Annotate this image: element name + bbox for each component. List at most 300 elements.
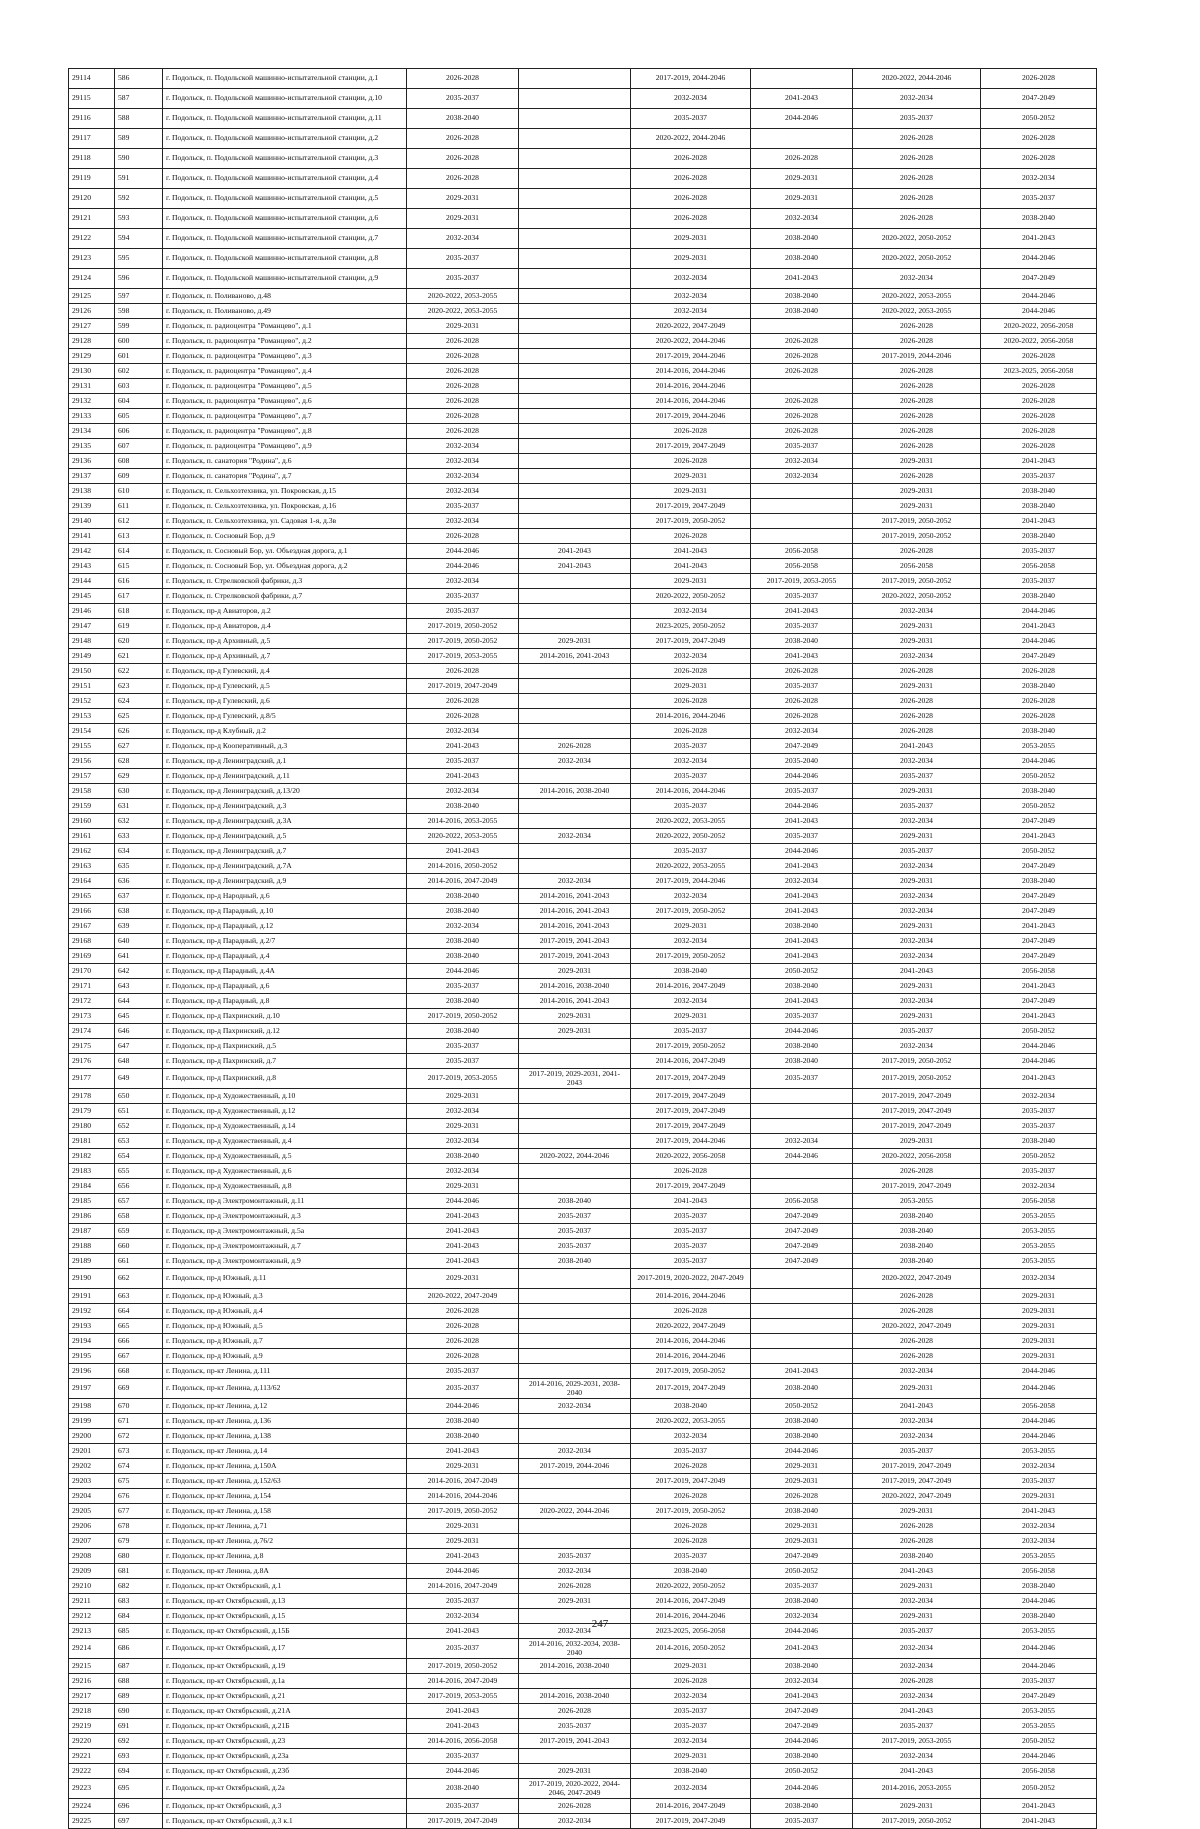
table-cell-address: г. Подольск, п. Подольской машинно-испытательной станции, д.2 — [163, 129, 407, 149]
table-cell-p4: 2032-2034 — [751, 454, 853, 469]
table-cell-p1: 2038-2040 — [407, 994, 519, 1009]
table-cell-address: г. Подольск, пр-д Художественный, д.5 — [163, 1149, 407, 1164]
table-cell-p2: 2035-2037 — [519, 1224, 631, 1239]
table-cell-p4: 2038-2040 — [751, 1594, 853, 1609]
table-cell-p2 — [519, 1489, 631, 1504]
table-cell-p3: 2041-2043 — [631, 544, 751, 559]
table-cell-address: г. Подольск, п. радиоцентра "Романцево", д.1 — [163, 319, 407, 334]
table-cell-p5: 2017-2019, 2047-2049 — [853, 1474, 981, 1489]
table-cell-num: 686 — [115, 1639, 163, 1659]
table-cell-p4: 2044-2046 — [751, 1779, 853, 1799]
table-cell-p2 — [519, 814, 631, 829]
table-cell-p4: 2035-2037 — [751, 1814, 853, 1829]
table-row — [69, 919, 1097, 934]
table-cell-p2 — [519, 514, 631, 529]
table-cell-p6: 2029-2031 — [981, 1349, 1097, 1364]
table-cell-p4: 2050-2052 — [751, 1764, 853, 1779]
table-row — [69, 89, 1097, 109]
table-cell-id: 29207 — [69, 1534, 115, 1549]
table-row — [69, 694, 1097, 709]
table-cell-id: 29165 — [69, 889, 115, 904]
table-cell-address: г. Подольск, пр-д Парадный, д.4 — [163, 949, 407, 964]
table-cell-p4: 2047-2049 — [751, 1719, 853, 1734]
table-cell-address: г. Подольск, п. Сельхозтехника, ул. Садовая 1-я, д.3в — [163, 514, 407, 529]
table-cell-p1: 2035-2037 — [407, 604, 519, 619]
table-row — [69, 1179, 1097, 1194]
table-cell-id: 29159 — [69, 799, 115, 814]
table-cell-p2: 2014-2016, 2041-2043 — [519, 994, 631, 1009]
table-cell-id: 29203 — [69, 1474, 115, 1489]
table-cell-p6: 2035-2037 — [981, 1674, 1097, 1689]
table-cell-p5: 2026-2028 — [853, 189, 981, 209]
table-cell-id: 29151 — [69, 679, 115, 694]
table-cell-p4: 2026-2028 — [751, 394, 853, 409]
table-row — [69, 1414, 1097, 1429]
table-cell-p4 — [751, 1269, 853, 1289]
table-cell-p4: 2047-2049 — [751, 739, 853, 754]
table-cell-p4: 2026-2028 — [751, 364, 853, 379]
table-cell-address: г. Подольск, п. радиоцентра "Романцево", д.3 — [163, 349, 407, 364]
table-cell-p2 — [519, 604, 631, 619]
table-cell-p3: 2026-2028 — [631, 454, 751, 469]
table-cell-p5: 2017-2019, 2050-2052 — [853, 1069, 981, 1089]
table-row — [69, 814, 1097, 829]
table-cell-p4: 2044-2046 — [751, 844, 853, 859]
table-cell-p1: 2032-2034 — [407, 469, 519, 484]
table-cell-address: г. Подольск, п. радиоцентра "Романцево", д.2 — [163, 334, 407, 349]
table-cell-p2: 2014-2016, 2038-2040 — [519, 784, 631, 799]
table-cell-p4: 2035-2037 — [751, 784, 853, 799]
table-cell-p1: 2035-2037 — [407, 1799, 519, 1814]
table-cell-p2 — [519, 149, 631, 169]
table-cell-p5: 2026-2028 — [853, 169, 981, 189]
table-cell-p3: 2017-2019, 2050-2052 — [631, 949, 751, 964]
table-cell-id: 29198 — [69, 1399, 115, 1414]
table-cell-p6: 2047-2049 — [981, 904, 1097, 919]
table-row — [69, 319, 1097, 334]
table-cell-p3: 2035-2037 — [631, 1239, 751, 1254]
table-row — [69, 1489, 1097, 1504]
table-cell-p3: 2017-2019, 2047-2049 — [631, 1069, 751, 1089]
table-cell-p2: 2017-2019, 2029-2031, 2041-2043 — [519, 1069, 631, 1089]
table-cell-p2 — [519, 1269, 631, 1289]
table-cell-p5: 2017-2019, 2047-2049 — [853, 1119, 981, 1134]
table-cell-p1: 2026-2028 — [407, 129, 519, 149]
table-row — [69, 1399, 1097, 1414]
table-cell-id: 29168 — [69, 934, 115, 949]
table-cell-p5: 2056-2058 — [853, 559, 981, 574]
table-cell-p6: 2035-2037 — [981, 189, 1097, 209]
table-cell-p5: 2020-2022, 2047-2049 — [853, 1489, 981, 1504]
table-cell-num: 681 — [115, 1564, 163, 1579]
table-cell-p6: 2053-2055 — [981, 1224, 1097, 1239]
table-cell-p5: 2029-2031 — [853, 499, 981, 514]
table-cell-p1: 2014-2016, 2047-2049 — [407, 1579, 519, 1594]
table-cell-p6: 2035-2037 — [981, 1119, 1097, 1134]
table-cell-p2: 2026-2028 — [519, 1579, 631, 1594]
table-cell-p3: 2026-2028 — [631, 1674, 751, 1689]
table-row — [69, 1119, 1097, 1134]
table-row — [69, 334, 1097, 349]
table-row — [69, 1134, 1097, 1149]
table-cell-p6: 2038-2040 — [981, 484, 1097, 499]
table-cell-p2 — [519, 1134, 631, 1149]
table-cell-p3: 2032-2034 — [631, 994, 751, 1009]
table-cell-p6: 2038-2040 — [981, 1134, 1097, 1149]
table-cell-num: 644 — [115, 994, 163, 1009]
table-cell-id: 29209 — [69, 1564, 115, 1579]
table-cell-id: 29123 — [69, 249, 115, 269]
table-cell-address: г. Подольск, пр-кт Октябрьский, д.21Б — [163, 1719, 407, 1734]
table-cell-num: 608 — [115, 454, 163, 469]
table-cell-p2 — [519, 249, 631, 269]
table-cell-p5: 2035-2037 — [853, 1624, 981, 1639]
table-cell-p2 — [519, 709, 631, 724]
table-cell-address: г. Подольск, п. санатория "Родина", д.7 — [163, 469, 407, 484]
table-cell-p2 — [519, 1414, 631, 1429]
table-cell-p1: 2026-2028 — [407, 664, 519, 679]
table-cell-id: 29184 — [69, 1179, 115, 1194]
table-cell-p4: 2041-2043 — [751, 89, 853, 109]
table-row — [69, 1089, 1097, 1104]
table-cell-address: г. Подольск, п. Подольской машинно-испытательной станции, д.4 — [163, 169, 407, 189]
table-cell-p2 — [519, 1164, 631, 1179]
table-cell-p6: 2026-2028 — [981, 69, 1097, 89]
table-cell-address: г. Подольск, пр-д Южный, д.3 — [163, 1289, 407, 1304]
table-cell-num: 595 — [115, 249, 163, 269]
table-cell-p6: 2047-2049 — [981, 1689, 1097, 1704]
table-cell-id: 29128 — [69, 334, 115, 349]
table-cell-p2 — [519, 1304, 631, 1319]
table-row — [69, 454, 1097, 469]
table-row — [69, 149, 1097, 169]
table-cell-num: 694 — [115, 1764, 163, 1779]
table-cell-p4: 2017-2019, 2053-2055 — [751, 574, 853, 589]
table-row — [69, 1639, 1097, 1659]
table-cell-p6: 2026-2028 — [981, 424, 1097, 439]
table-cell-p3: 2014-2016, 2047-2049 — [631, 1799, 751, 1814]
table-row — [69, 1659, 1097, 1674]
table-cell-p3: 2017-2019, 2047-2049 — [631, 1379, 751, 1399]
table-row — [69, 994, 1097, 1009]
table-cell-p4: 2041-2043 — [751, 1689, 853, 1704]
table-cell-p5: 2029-2031 — [853, 1799, 981, 1814]
table-cell-num: 691 — [115, 1719, 163, 1734]
table-cell-address: г. Подольск, пр-д Гулевский, д.4 — [163, 664, 407, 679]
table-cell-p6: 2050-2052 — [981, 1024, 1097, 1039]
table-cell-p2 — [519, 1674, 631, 1689]
table-cell-p1: 2026-2028 — [407, 709, 519, 724]
table-row — [69, 1239, 1097, 1254]
table-cell-p6: 2047-2049 — [981, 934, 1097, 949]
table-cell-id: 29186 — [69, 1209, 115, 1224]
table-cell-p4: 2032-2034 — [751, 1134, 853, 1149]
table-row — [69, 1039, 1097, 1054]
table-cell-p2 — [519, 269, 631, 289]
table-cell-id: 29158 — [69, 784, 115, 799]
table-cell-p6: 2026-2028 — [981, 394, 1097, 409]
page-number: 247 — [591, 1618, 609, 1630]
table-cell-p6: 2035-2037 — [981, 469, 1097, 484]
table-cell-p2: 2014-2016, 2038-2040 — [519, 1689, 631, 1704]
table-cell-address: г. Подольск, пр-д Ленинградский, д.13/20 — [163, 784, 407, 799]
table-cell-address: г. Подольск, пр-д Парадный, д.12 — [163, 919, 407, 934]
table-cell-p2 — [519, 424, 631, 439]
table-cell-p1: 2041-2043 — [407, 1239, 519, 1254]
table-cell-p3: 2014-2016, 2044-2046 — [631, 364, 751, 379]
table-cell-p4: 2041-2043 — [751, 859, 853, 874]
table-cell-p4: 2038-2040 — [751, 919, 853, 934]
table-cell-num: 665 — [115, 1319, 163, 1334]
table-cell-p4 — [751, 69, 853, 89]
table-cell-id: 29150 — [69, 664, 115, 679]
table-cell-p2 — [519, 859, 631, 874]
table-cell-p5: 2026-2028 — [853, 1349, 981, 1364]
table-cell-p3: 2035-2037 — [631, 1549, 751, 1564]
table-cell-p5: 2032-2034 — [853, 1414, 981, 1429]
table-cell-id: 29171 — [69, 979, 115, 994]
table-cell-p2 — [519, 209, 631, 229]
table-cell-num: 596 — [115, 269, 163, 289]
table-cell-p1: 2041-2043 — [407, 1549, 519, 1564]
table-cell-address: г. Подольск, пр-д Южный, д.9 — [163, 1349, 407, 1364]
table-cell-p4: 2026-2028 — [751, 709, 853, 724]
table-cell-id: 29200 — [69, 1429, 115, 1444]
table-cell-p3: 2026-2028 — [631, 1304, 751, 1319]
table-cell-address: г. Подольск, п. радиоцентра "Романцево", д.7 — [163, 409, 407, 424]
table-cell-address: г. Подольск, пр-кт Ленина, д.158 — [163, 1504, 407, 1519]
table-cell-p5: 2032-2034 — [853, 814, 981, 829]
table-cell-p1: 2029-2031 — [407, 1089, 519, 1104]
table-row — [69, 1444, 1097, 1459]
table-cell-id: 29188 — [69, 1239, 115, 1254]
table-cell-id: 29124 — [69, 269, 115, 289]
table-cell-address: г. Подольск, пр-кт Октябрьский, д.15 — [163, 1609, 407, 1624]
table-cell-p3: 2032-2034 — [631, 1779, 751, 1799]
table-cell-p1: 2041-2043 — [407, 739, 519, 754]
table-cell-p1: 2029-2031 — [407, 1534, 519, 1549]
table-cell-p1: 2041-2043 — [407, 844, 519, 859]
table-row — [69, 1069, 1097, 1089]
table-cell-p5: 2029-2031 — [853, 1009, 981, 1024]
table-cell-p5: 2017-2019, 2050-2052 — [853, 1054, 981, 1069]
table-cell-p6: 2044-2046 — [981, 289, 1097, 304]
table-cell-p1: 2026-2028 — [407, 1304, 519, 1319]
table-cell-address: г. Подольск, п. Подольской машинно-испытательной станции, д.10 — [163, 89, 407, 109]
table-cell-id: 29189 — [69, 1254, 115, 1269]
table-cell-p2 — [519, 1179, 631, 1194]
table-cell-p3: 2035-2037 — [631, 1024, 751, 1039]
table-cell-p1: 2017-2019, 2050-2052 — [407, 619, 519, 634]
table-cell-p5: 2017-2019, 2050-2052 — [853, 529, 981, 544]
table-cell-p5: 2032-2034 — [853, 89, 981, 109]
table-cell-p5: 2017-2019, 2053-2055 — [853, 1734, 981, 1749]
table-cell-num: 656 — [115, 1179, 163, 1194]
table-cell-p3: 2017-2019, 2047-2049 — [631, 439, 751, 454]
table-cell-p1: 2032-2034 — [407, 574, 519, 589]
table-cell-p4 — [751, 499, 853, 514]
table-cell-num: 603 — [115, 379, 163, 394]
table-cell-p5: 2020-2022, 2044-2046 — [853, 69, 981, 89]
table-row — [69, 559, 1097, 574]
table-cell-p4: 2038-2040 — [751, 1054, 853, 1069]
table-cell-p6: 2050-2052 — [981, 1779, 1097, 1799]
table-cell-p5: 2026-2028 — [853, 209, 981, 229]
table-cell-num: 692 — [115, 1734, 163, 1749]
table-cell-p2: 2035-2037 — [519, 1209, 631, 1224]
table-cell-p4 — [751, 1349, 853, 1364]
table-row — [69, 1799, 1097, 1814]
table-cell-num: 629 — [115, 769, 163, 784]
table-cell-p5: 2032-2034 — [853, 604, 981, 619]
table-cell-p5: 2029-2031 — [853, 784, 981, 799]
table-cell-address: г. Подольск, п. Поливаново, д.48 — [163, 289, 407, 304]
table-cell-num: 663 — [115, 1289, 163, 1304]
table-cell-p4: 2035-2037 — [751, 1069, 853, 1089]
table-cell-p4: 2038-2040 — [751, 1414, 853, 1429]
table-cell-num: 654 — [115, 1149, 163, 1164]
table-cell-address: г. Подольск, пр-д Пахринский, д.5 — [163, 1039, 407, 1054]
table-cell-p5: 2017-2019, 2044-2046 — [853, 349, 981, 364]
table-cell-p4: 2026-2028 — [751, 149, 853, 169]
table-cell-id: 29204 — [69, 1489, 115, 1504]
table-row — [69, 679, 1097, 694]
table-cell-p1: 2032-2034 — [407, 454, 519, 469]
table-cell-num: 666 — [115, 1334, 163, 1349]
table-row — [69, 1054, 1097, 1069]
table-cell-p5: 2041-2043 — [853, 1564, 981, 1579]
table-cell-num: 641 — [115, 949, 163, 964]
table-cell-p3: 2020-2022, 2044-2046 — [631, 129, 751, 149]
table-cell-p3: 2032-2034 — [631, 89, 751, 109]
table-cell-p6: 2056-2058 — [981, 964, 1097, 979]
table-cell-address: г. Подольск, пр-д Ленинградский, д.7 — [163, 844, 407, 859]
table-cell-id: 29122 — [69, 229, 115, 249]
table-cell-p3: 2014-2016, 2047-2049 — [631, 979, 751, 994]
table-cell-id: 29134 — [69, 424, 115, 439]
table-cell-p3: 2020-2022, 2050-2052 — [631, 829, 751, 844]
table-cell-num: 678 — [115, 1519, 163, 1534]
table-cell-id: 29222 — [69, 1764, 115, 1779]
table-cell-num: 630 — [115, 784, 163, 799]
table-cell-address: г. Подольск, пр-д Кооперативный, д.3 — [163, 739, 407, 754]
table-cell-address: г. Подольск, пр-кт Ленина, д.8А — [163, 1564, 407, 1579]
table-row — [69, 724, 1097, 739]
table-cell-address: г. Подольск, пр-кт Октябрьский, д.1 — [163, 1579, 407, 1594]
table-cell-num: 651 — [115, 1104, 163, 1119]
table-cell-address: г. Подольск, п. радиоцентра "Романцево", д.9 — [163, 439, 407, 454]
table-cell-p3: 2029-2031 — [631, 249, 751, 269]
table-row — [69, 249, 1097, 269]
table-cell-p3: 2029-2031 — [631, 679, 751, 694]
table-cell-p6: 2050-2052 — [981, 799, 1097, 814]
table-row — [69, 1534, 1097, 1549]
table-cell-p4: 2032-2034 — [751, 874, 853, 889]
table-cell-p6: 2038-2040 — [981, 784, 1097, 799]
table-row — [69, 1719, 1097, 1734]
table-cell-p1: 2044-2046 — [407, 1399, 519, 1414]
table-cell-num: 639 — [115, 919, 163, 934]
table-cell-p3: 2017-2019, 2020-2022, 2047-2049 — [631, 1269, 751, 1289]
table-cell-p3: 2026-2028 — [631, 149, 751, 169]
table-cell-p5: 2026-2028 — [853, 1334, 981, 1349]
table-cell-p4: 2038-2040 — [751, 979, 853, 994]
table-cell-p5: 2035-2037 — [853, 1719, 981, 1734]
table-cell-p2: 2032-2034 — [519, 1564, 631, 1579]
table-cell-p6: 2038-2040 — [981, 529, 1097, 544]
table-cell-num: 594 — [115, 229, 163, 249]
table-cell-address: г. Подольск, пр-д Парадный, д.10 — [163, 904, 407, 919]
table-row — [69, 1254, 1097, 1269]
table-cell-p2: 2038-2040 — [519, 1194, 631, 1209]
table-cell-p2: 2014-2016, 2041-2043 — [519, 649, 631, 664]
table-cell-p2 — [519, 1089, 631, 1104]
table-cell-num: 689 — [115, 1689, 163, 1704]
table-cell-p2: 2020-2022, 2044-2046 — [519, 1504, 631, 1519]
table-cell-p3: 2017-2019, 2044-2046 — [631, 409, 751, 424]
table-cell-p5: 2026-2028 — [853, 1674, 981, 1689]
table-cell-p5: 2017-2019, 2047-2049 — [853, 1089, 981, 1104]
table-cell-p1: 2026-2028 — [407, 364, 519, 379]
table-cell-p1: 2041-2043 — [407, 1254, 519, 1269]
table-cell-p5: 2029-2031 — [853, 1609, 981, 1624]
table-cell-p1: 2041-2043 — [407, 1224, 519, 1239]
table-cell-p4: 2041-2043 — [751, 889, 853, 904]
table-row — [69, 589, 1097, 604]
table-cell-address: г. Подольск, пр-кт Октябрьский, д.23 — [163, 1734, 407, 1749]
table-cell-p5: 2029-2031 — [853, 484, 981, 499]
table-row — [69, 394, 1097, 409]
table-cell-p2: 2032-2034 — [519, 1814, 631, 1829]
table-cell-id: 29132 — [69, 394, 115, 409]
table-cell-p4 — [751, 1334, 853, 1349]
table-cell-p5: 2029-2031 — [853, 1134, 981, 1149]
table-cell-p5: 2029-2031 — [853, 679, 981, 694]
table-cell-p1: 2014-2016, 2047-2049 — [407, 874, 519, 889]
table-cell-p3: 2035-2037 — [631, 769, 751, 784]
table-cell-p4: 2044-2046 — [751, 1149, 853, 1164]
table-row — [69, 904, 1097, 919]
table-cell-p3: 2020-2022, 2056-2058 — [631, 1149, 751, 1164]
table-cell-address: г. Подольск, п. Подольской машинно-испытательной станции, д.5 — [163, 189, 407, 209]
table-cell-id: 29197 — [69, 1379, 115, 1399]
table-cell-id: 29136 — [69, 454, 115, 469]
table-cell-p6: 2026-2028 — [981, 349, 1097, 364]
table-cell-num: 680 — [115, 1549, 163, 1564]
table-cell-p6: 2047-2049 — [981, 269, 1097, 289]
table-cell-address: г. Подольск, пр-д Гулевский, д.8/5 — [163, 709, 407, 724]
table-row — [69, 844, 1097, 859]
table-cell-address: г. Подольск, пр-кт Октябрьский, д.1а — [163, 1674, 407, 1689]
table-cell-p4: 2044-2046 — [751, 799, 853, 814]
table-row — [69, 1674, 1097, 1689]
table-cell-p6: 2044-2046 — [981, 754, 1097, 769]
table-row — [69, 934, 1097, 949]
table-cell-p2: 2029-2031 — [519, 1594, 631, 1609]
table-cell-address: г. Подольск, пр-кт Октябрьский, д.3 к.1 — [163, 1814, 407, 1829]
table-cell-address: г. Подольск, пр-кт Октябрьский, д.3 — [163, 1799, 407, 1814]
table-cell-p3: 2023-2025, 2050-2052 — [631, 619, 751, 634]
table-cell-p6: 2047-2049 — [981, 994, 1097, 1009]
table-row — [69, 1009, 1097, 1024]
table-cell-id: 29210 — [69, 1579, 115, 1594]
table-cell-p6: 2056-2058 — [981, 559, 1097, 574]
table-cell-p6: 2032-2034 — [981, 1519, 1097, 1534]
table-cell-p4: 2029-2031 — [751, 189, 853, 209]
table-cell-num: 685 — [115, 1624, 163, 1639]
table-cell-p5: 2020-2022, 2047-2049 — [853, 1319, 981, 1334]
table-cell-p3: 2014-2016, 2044-2046 — [631, 1289, 751, 1304]
